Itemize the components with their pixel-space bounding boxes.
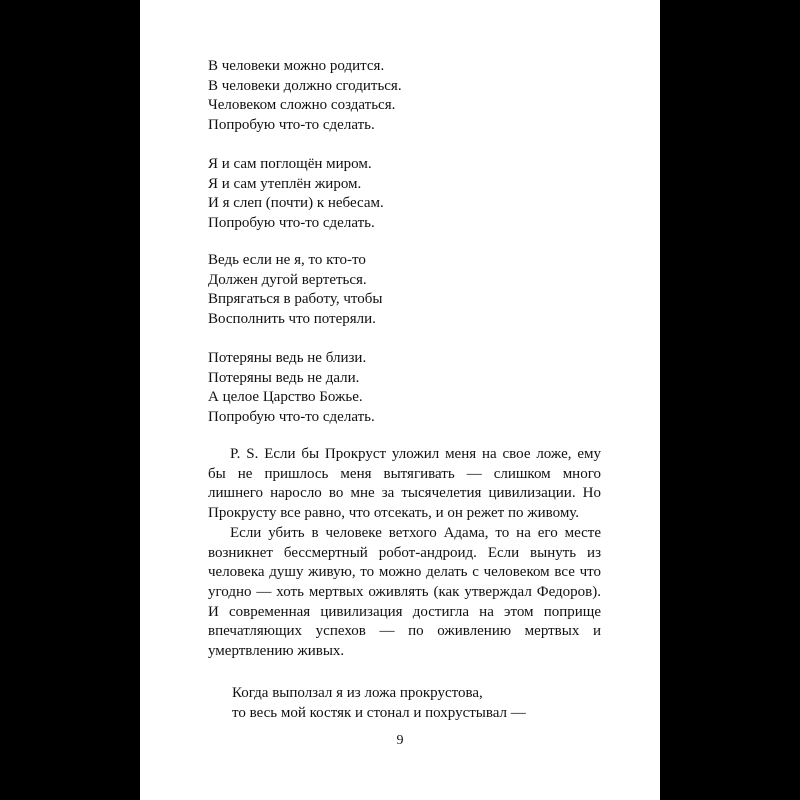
ps-paragraph: P. S. Если бы Прокруст уложил меня на свое ложе, ему бы не пришлось меня вытягивать — слишком много лишнего наросло во мне за тысячелетия цивилизации. Но Прокрусту все равно, что отсекать, и он режет по живому. [208, 446, 601, 522]
verse-line: Восполнить что потеряли. [208, 310, 376, 327]
verse-line: Должен дугой вертеться. [208, 271, 367, 288]
verse-line: В человеки должно сгодиться. [208, 77, 402, 94]
verse-line: то весь мой костяк и стонал и похрустывал — [232, 704, 526, 721]
verse-line: И я слеп (почти) к небесам. [208, 195, 384, 212]
prose-paragraph: Если убить в человеке ветхого Адама, то на его месте возникнет бессмертный робот-андроид. Если вынуть из человека душу живую, то можно делать с человеком все что угодно — хоть мертвых оживлять (как утверждал Федоров). И современная цивилизация достигла на этом поприще впечатляющих успехов — по оживлению мертвых и умертвлению живых. [208, 524, 601, 660]
verse-line: Ведь если не я, то кто-то [208, 252, 366, 268]
verse-line: А целое Царство Божье. [208, 389, 363, 406]
verse-line: Впрягаться в работу, чтобы [208, 291, 383, 308]
verse-line: Попробую что-то сделать. [208, 116, 375, 133]
stanza-4 [208, 349, 375, 427]
book-page [140, 0, 660, 800]
verse-line: Попробую что-то сделать. [208, 214, 375, 231]
verse-line: Попробую что-то сделать. [208, 408, 375, 425]
closing-stanza [232, 684, 526, 723]
verse-line: В человеки можно родится. [208, 58, 385, 74]
stanza-2 [208, 155, 384, 233]
verse-line: Я и сам утеплён жиром. [208, 175, 362, 192]
prose-block [208, 445, 601, 662]
verse-line: Когда выползал я из ложа прокрустова, [232, 685, 483, 701]
stanza-3 [208, 251, 382, 329]
verse-line: Потеряны ведь не близи. [208, 350, 367, 366]
verse-line: Я и сам поглощён миром. [208, 156, 372, 172]
verse-line: Человеком сложно создаться. [208, 97, 396, 114]
verse-line: Потеряны ведь не дали. [208, 369, 360, 386]
page-number: 9 [396, 733, 404, 748]
stanza-1 [208, 57, 402, 135]
